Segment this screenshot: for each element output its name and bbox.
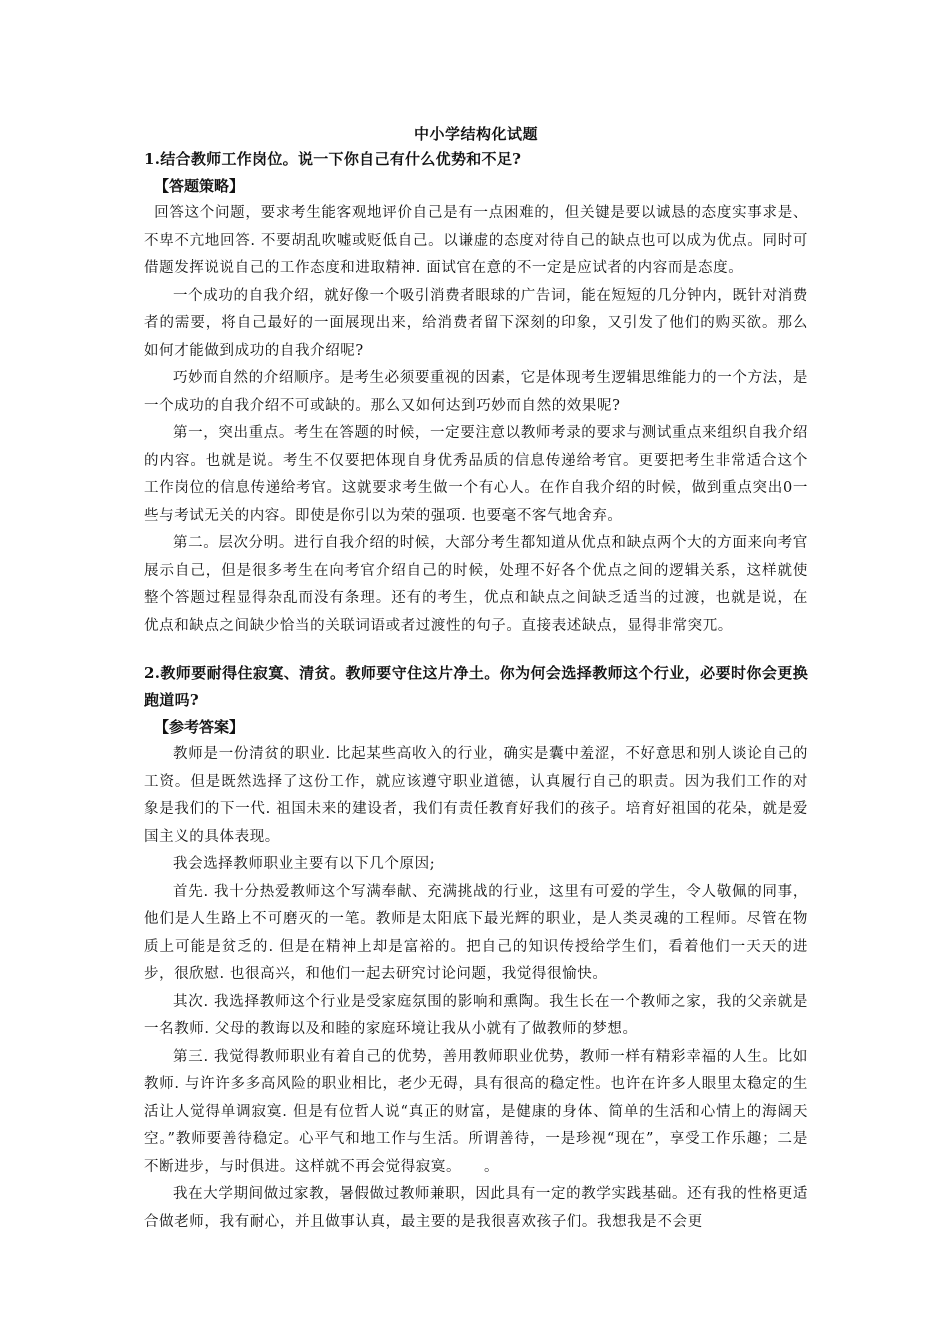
document-title: 中小学结构化试题 bbox=[413, 125, 538, 143]
paragraph: 我在大学期间做过家教，暑假做过教师兼职，因此具有一定的教学实践基础。还有我的性格更适合做老师，我有耐心，并且做事认真，最主要的是我很喜欢孩子们。我想我是不会更 bbox=[144, 1186, 808, 1230]
question-1-heading: 1.结合教师工作岗位。说一下你自己有什么优势和不足? bbox=[144, 150, 522, 168]
paragraph: 首先. 我十分热爱教师这个写满奉献、充满挑战的行业，这里有可爱的学生，令人敬佩的同事，他们是人生路上不可磨灭的一笔。教师是太阳底下最光辉的职业，是人类灵魂的工程师。尽管在物质上可能是贫乏的. 但是在精神上却是富裕的。把自己的知识传授给学生们，看着他们一天天的进步，很欣慰. 也很高兴，和他们一起去研究讨论问题，我觉得很愉快。 bbox=[144, 883, 808, 982]
paragraph: 回答这个问题，要求考生能客观地评价自己是有一点困难的，但关键是要以诚恳的态度实事求是、不卑不亢地回答. 不要胡乱吹嘘或贬低自己。以谦虚的态度对待自己的缺点也可以成为优点。同时可借题发挥说说自己的工作态度和进取精神. 面试官在意的不一定是应试者的内容而是态度。 bbox=[144, 205, 808, 276]
section-spacer bbox=[144, 640, 808, 660]
paragraph: 第一，突出重点。考生在答题的时候，一定要注意以教师考录的要求与测试重点来组织自我介绍的内容。也就是说。考生不仅要把体现自身优秀品质的信息传递给考官。更要把考生非常适合这个工作岗位的信息传递给考官。这就要求考生做一个有心人。在作自我介绍的时候，做到重点突出0一些与考试无关的内容。即使是你引以为荣的强项. 也要毫不客气地舍弃。 bbox=[144, 425, 808, 524]
paragraph: 其次. 我选择教师这个行业是受家庭氛围的影响和熏陶。我生长在一个教师之家，我的父亲就是一名教师. 父母的教诲以及和睦的家庭环境让我从小就有了做教师的梦想。 bbox=[144, 993, 808, 1037]
question-2-heading: 2.教师要耐得住寂寞、清贫。教师要守住这片净土。你为何会选择教师这个行业，必要时你会更换跑道吗? bbox=[144, 664, 808, 709]
paragraph: 我会选择教师职业主要有以下几个原因; bbox=[173, 856, 436, 872]
document-page bbox=[144, 124, 808, 1236]
answer-strategy-label: 【答题策略】 bbox=[154, 177, 245, 195]
paragraph: 一个成功的自我介绍，就好像一个吸引消费者眼球的广告词，能在短短的几分钟内，既针对消费者的需要，将自己最好的一面展现出来，给消费者留下深刻的印象，又引发了他们的购买欲。那么如何才能做到成功的自我介绍呢? bbox=[144, 287, 808, 359]
paragraph: 第三. 我觉得教师职业有着自己的优势，善用教师职业优势，教师一样有精彩幸福的人生。比如教师. 与许许多多高风险的职业相比，老少无碍，具有很高的稳定性。也许在许多人眼里太稳定的生活让人觉得单调寂寞. 但是有位哲人说“真正的财富，是健康的身体、简单的生活和心情上的海阔天空。”教师要善待稳定。心平气和地工作与生活。所谓善待，一是珍视“现在”，享受工作乐趣；二是不断进步，与时俱进。这样就不再会觉得寂寞。 。 bbox=[144, 1048, 808, 1175]
question-2-section bbox=[144, 660, 808, 1236]
paragraph: 第二。层次分明。进行自我介绍的时候，大部分考生都知道从优点和缺点两个大的方面来向考官展示自己，但是很多考生在向考官介绍自己的时候，处理不好各个优点之间的逻辑关系，这样就使整个答题过程显得杂乱而没有条理。还有的考生，优点和缺点之间缺乏适当的过渡，也就是说，在优点和缺点之间缺少恰当的关联词语或者过渡性的句子。直接表述缺点，显得非常突兀。 bbox=[144, 535, 808, 634]
reference-answer-label: 【参考答案】 bbox=[154, 718, 245, 736]
paragraph: 巧妙而自然的介绍顺序。是考生必须要重视的因素，它是体现考生逻辑思维能力的一个方法，是一个成功的自我介绍不可或缺的。那么又如何达到巧妙而自然的效果呢? bbox=[144, 370, 808, 414]
question-1-section bbox=[144, 146, 808, 640]
paragraph: 教师是一份清贫的职业. 比起某些高收入的行业，确实是囊中羞涩，不好意思和别人谈论自己的工资。但是既然选择了这份工作，就应该遵守职业道德，认真履行自己的职责。因为我们工作的对象是我们的下一代. 祖国未来的建设者，我们有责任教育好我们的孩子。培育好祖国的花朵，就是爱国主义的具体表现。 bbox=[144, 746, 808, 845]
